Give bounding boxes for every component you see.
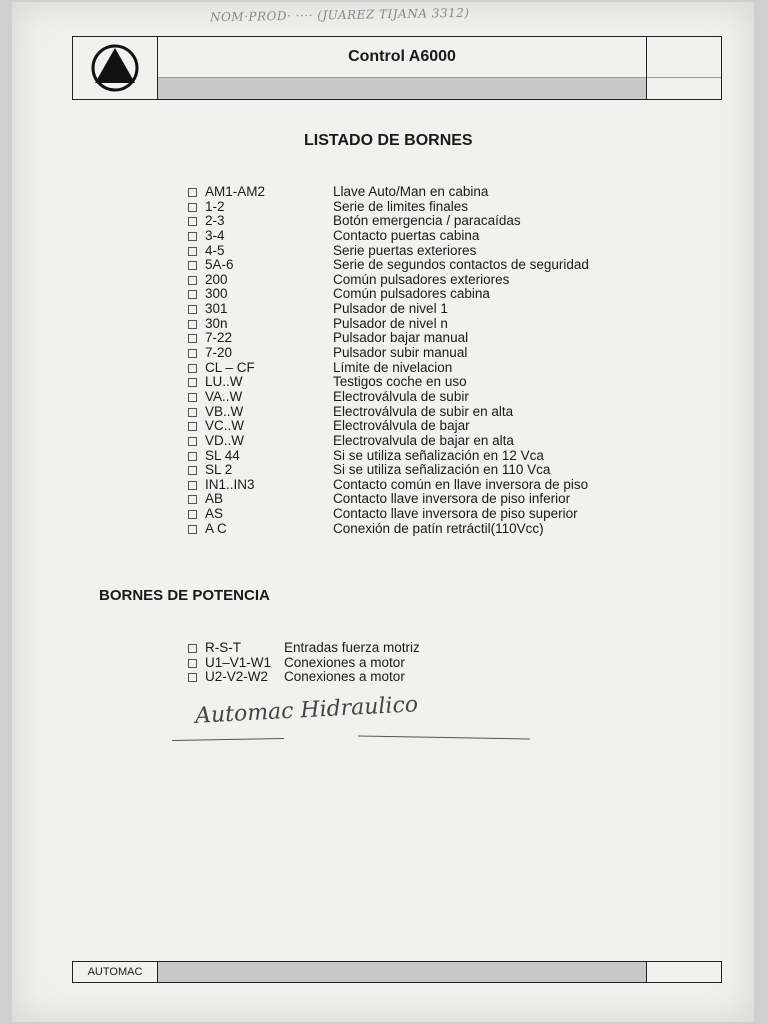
terminal-description: Conexiones a motor [284, 654, 405, 670]
checkbox-icon [188, 525, 197, 534]
terminal-code: 301 [205, 301, 228, 317]
header-right-cell [647, 37, 721, 99]
title-shade-bar [158, 77, 646, 99]
terminal-code: 30n [205, 315, 228, 331]
list-item [188, 375, 589, 390]
terminal-description: Contacto llave inversora de piso superior [333, 506, 578, 522]
checkbox-icon [188, 247, 197, 256]
terminal-description: Electroválvula de subir [333, 388, 469, 404]
terminal-description: Común pulsadores exteriores [333, 271, 510, 287]
checkbox-icon [188, 466, 197, 475]
terminal-code: R-S-T [205, 640, 241, 655]
terminal-code: AM1-AM2 [205, 184, 266, 199]
list-item [188, 522, 589, 537]
list-item [188, 200, 589, 215]
list-item [188, 463, 589, 478]
terminal-description: Común pulsadores cabina [333, 286, 490, 302]
power-terminals-list [188, 641, 420, 685]
terminal-description: Pulsador de nivel 1 [333, 301, 448, 317]
checkbox-icon [188, 276, 197, 285]
terminal-description: Testigos coche en uso [333, 374, 467, 390]
list-item [188, 229, 589, 244]
terminal-description: Serie de limites finales [333, 198, 469, 214]
list-item [188, 361, 589, 376]
terminal-description: Llave Auto/Man en cabina [333, 184, 489, 199]
list-item [188, 317, 589, 332]
terminal-description: Serie de segundos contactos de seguridad [333, 257, 589, 273]
terminal-code: 7-20 [205, 345, 233, 361]
list-item [188, 492, 589, 507]
terminal-code: AS [205, 506, 224, 522]
terminal-description: Pulsador bajar manual [333, 330, 469, 346]
terminal-description: Serie puertas exteriores [333, 242, 477, 258]
terminal-description: Pulsador subir manual [333, 345, 468, 361]
list-item [188, 273, 589, 288]
list-item [188, 670, 420, 685]
checkbox-icon [188, 364, 197, 373]
terminals-title: LISTADO DE BORNES [304, 132, 473, 149]
list-item [188, 434, 589, 449]
page-title: Control A6000 [348, 48, 456, 65]
terminal-code: VD..W [205, 432, 244, 448]
title-cell [158, 37, 647, 99]
list-item [188, 302, 589, 317]
checkbox-icon [188, 644, 197, 653]
list-item [188, 331, 589, 346]
terminal-code: VA..W [205, 388, 243, 404]
checkbox-icon [188, 378, 197, 387]
list-item [188, 287, 589, 302]
terminal-description: Conexiones a motor [284, 669, 405, 685]
terminal-code: 5A-6 [205, 257, 234, 273]
list-item [188, 449, 589, 464]
terminal-description: Conexión de patín retráctil(110Vcc) [333, 520, 544, 536]
checkbox-icon [188, 510, 197, 519]
list-item [188, 507, 589, 522]
terminal-code: U1–V1-W1 [205, 654, 272, 670]
checkbox-icon [188, 495, 197, 504]
terminal-code: CL – CF [205, 359, 255, 375]
terminal-description: Contacto puertas cabina [333, 227, 480, 243]
terminal-description: Contacto común en llave inversora de piso [333, 476, 589, 492]
terminal-code: 2-3 [205, 213, 225, 229]
terminal-description: Botón emergencia / paracaídas [333, 213, 521, 229]
terminal-code: IN1..IN3 [205, 476, 255, 492]
terminal-code: A C [205, 520, 227, 536]
checkbox-icon [188, 334, 197, 343]
list-item [188, 478, 589, 493]
checkbox-icon [188, 217, 197, 226]
checkbox-icon [188, 481, 197, 490]
checkbox-icon [188, 290, 197, 299]
terminal-description: Si se utiliza señalización en 12 Vca [333, 447, 544, 463]
terminal-description: Si se utiliza señalización en 110 Vca [333, 462, 551, 478]
terminal-description: Pulsador de nivel n [333, 315, 448, 331]
checkbox-icon [188, 320, 197, 329]
terminal-code: AB [205, 491, 224, 507]
checkbox-icon [188, 659, 197, 668]
terminal-code: VC..W [205, 418, 244, 434]
terminal-description: Límite de nivelacion [333, 359, 453, 375]
triangle-circle-logo-icon [90, 43, 140, 93]
checkbox-icon [188, 673, 197, 682]
checkbox-icon [188, 261, 197, 270]
terminal-code: VB..W [205, 403, 244, 419]
terminal-code: SL 44 [205, 447, 240, 463]
terminal-code: 300 [205, 286, 228, 302]
list-item [188, 244, 589, 259]
terminal-code: 4-5 [205, 242, 225, 258]
terminal-description: Entradas fuerza motriz [284, 640, 420, 655]
list-item [188, 258, 589, 273]
terminal-code: SL 2 [205, 462, 233, 478]
terminal-code: LU..W [205, 374, 243, 390]
footer-brand: AUTOMAC [73, 962, 158, 982]
terminal-code: 200 [205, 271, 228, 287]
logo-cell [73, 37, 158, 99]
handwritten-note: NOM·PROD· ···· (JUAREZ TIJANA 3312) [209, 5, 470, 25]
power-terminals-title: BORNES DE POTENCIA [99, 587, 270, 604]
checkbox-icon [188, 408, 197, 417]
terminal-code: 1-2 [205, 198, 225, 214]
terminal-code: U2-V2-W2 [205, 669, 269, 685]
list-item [188, 641, 420, 656]
document-footer [72, 961, 722, 983]
list-item [188, 390, 589, 405]
checkbox-icon [188, 452, 197, 461]
document-header [72, 36, 722, 100]
terminals-list [188, 185, 589, 536]
list-item [188, 419, 589, 434]
handwritten-annotation: Automac Hidraulico [194, 692, 419, 729]
checkbox-icon [188, 349, 197, 358]
terminal-description: Electrovalvula de bajar en alta [333, 432, 514, 448]
list-item [188, 346, 589, 361]
list-item [188, 656, 420, 671]
terminal-code: 3-4 [205, 227, 225, 243]
checkbox-icon [188, 437, 197, 446]
terminal-description: Electroválvula de subir en alta [333, 403, 514, 419]
terminal-code: 7-22 [205, 330, 233, 346]
checkbox-icon [188, 188, 197, 197]
checkbox-icon [188, 203, 197, 212]
footer-shade-bar [158, 962, 647, 982]
checkbox-icon [188, 305, 197, 314]
list-item [188, 405, 589, 420]
checkbox-icon [188, 232, 197, 241]
terminal-description: Electroválvula de bajar [333, 418, 470, 434]
list-item [188, 214, 589, 229]
terminal-description: Contacto llave inversora de piso inferior [333, 491, 571, 507]
checkbox-icon [188, 393, 197, 402]
list-item [188, 185, 589, 200]
checkbox-icon [188, 422, 197, 431]
